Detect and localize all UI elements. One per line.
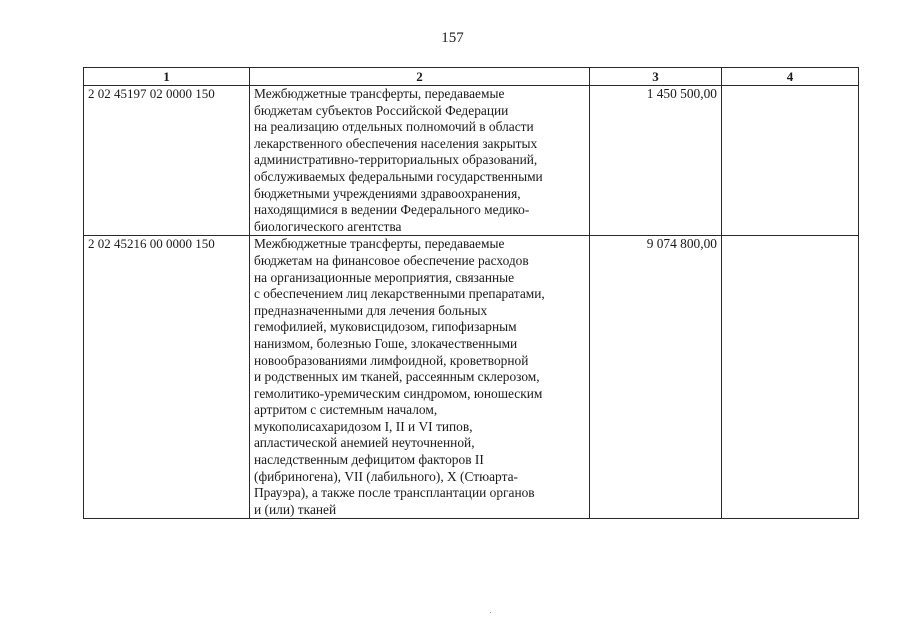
header-col-4: 4	[722, 68, 859, 86]
description-line: бюджетам субъектов Российской Федерации	[254, 102, 509, 118]
budget-table	[83, 67, 859, 519]
description-line: биологического агентства	[254, 218, 402, 234]
description-line: апластической анемией неуточненной,	[254, 435, 475, 451]
description-line: (фибриногена), VII (лабильного), X (Стюарта-	[254, 468, 518, 484]
description-line: Прауэра), а также после трансплантации органов	[254, 485, 535, 501]
col4-value	[722, 236, 859, 519]
amount-value: 9 074 800,00	[590, 236, 722, 519]
header-col-3: 3	[590, 68, 722, 86]
row-description	[250, 236, 590, 519]
description-line: на реализацию отдельных полномочий в области	[254, 119, 534, 135]
header-col-2: 2	[250, 68, 590, 86]
description-line: наследственным дефицитом факторов II	[254, 452, 484, 468]
page-number: 157	[441, 30, 464, 46]
table-row	[84, 86, 859, 236]
description-line: бюджетными учреждениями здравоохранения,	[254, 185, 521, 201]
description-line: мукополисахаридозом I, II и VI типов,	[254, 418, 473, 434]
description-line: на организационные мероприятия, связанные	[254, 269, 515, 285]
description-line: гемолитико-уремическим синдромом, юношеским	[254, 385, 543, 401]
row-description	[250, 86, 590, 236]
description-line: административно-территориальных образований,	[254, 152, 538, 168]
description-line: с обеспечением лиц лекарственными препаратами,	[254, 286, 545, 302]
description-line: артритом с системным началом,	[254, 402, 438, 418]
description-line: гемофилией, муковисцидозом, гипофизарным	[254, 319, 517, 335]
description-line: лекарственного обеспечения населения закрытых	[254, 135, 538, 151]
description-line: нанизмом, болезнью Гоше, злокачественными	[254, 335, 518, 351]
description-line: предназначенными для лечения больных	[254, 302, 488, 318]
table-row	[84, 236, 859, 519]
description-line: Межбюджетные трансферты, передаваемые	[254, 86, 505, 101]
description-line: и родственных им тканей, рассеянным склерозом,	[254, 369, 540, 385]
col4-value	[722, 86, 859, 236]
table-header-row	[84, 68, 859, 86]
description-line: и (или) тканей	[254, 501, 337, 517]
budget-code: 2 02 45216 00 0000 150	[84, 236, 250, 519]
description-line: бюджетам на финансовое обеспечение расходов	[254, 252, 529, 268]
amount-value: 1 450 500,00	[590, 86, 722, 236]
scan-speck	[490, 612, 491, 613]
budget-code: 2 02 45197 02 0000 150	[84, 86, 250, 236]
description-line: Межбюджетные трансферты, передаваемые	[254, 236, 505, 252]
description-line: новообразованиями лимфоидной, кроветворной	[254, 352, 529, 368]
header-col-1: 1	[84, 68, 250, 86]
description-line: обслуживаемых федеральными государственными	[254, 168, 543, 184]
description-line: находящимися в ведении Федерального медико-	[254, 202, 530, 218]
